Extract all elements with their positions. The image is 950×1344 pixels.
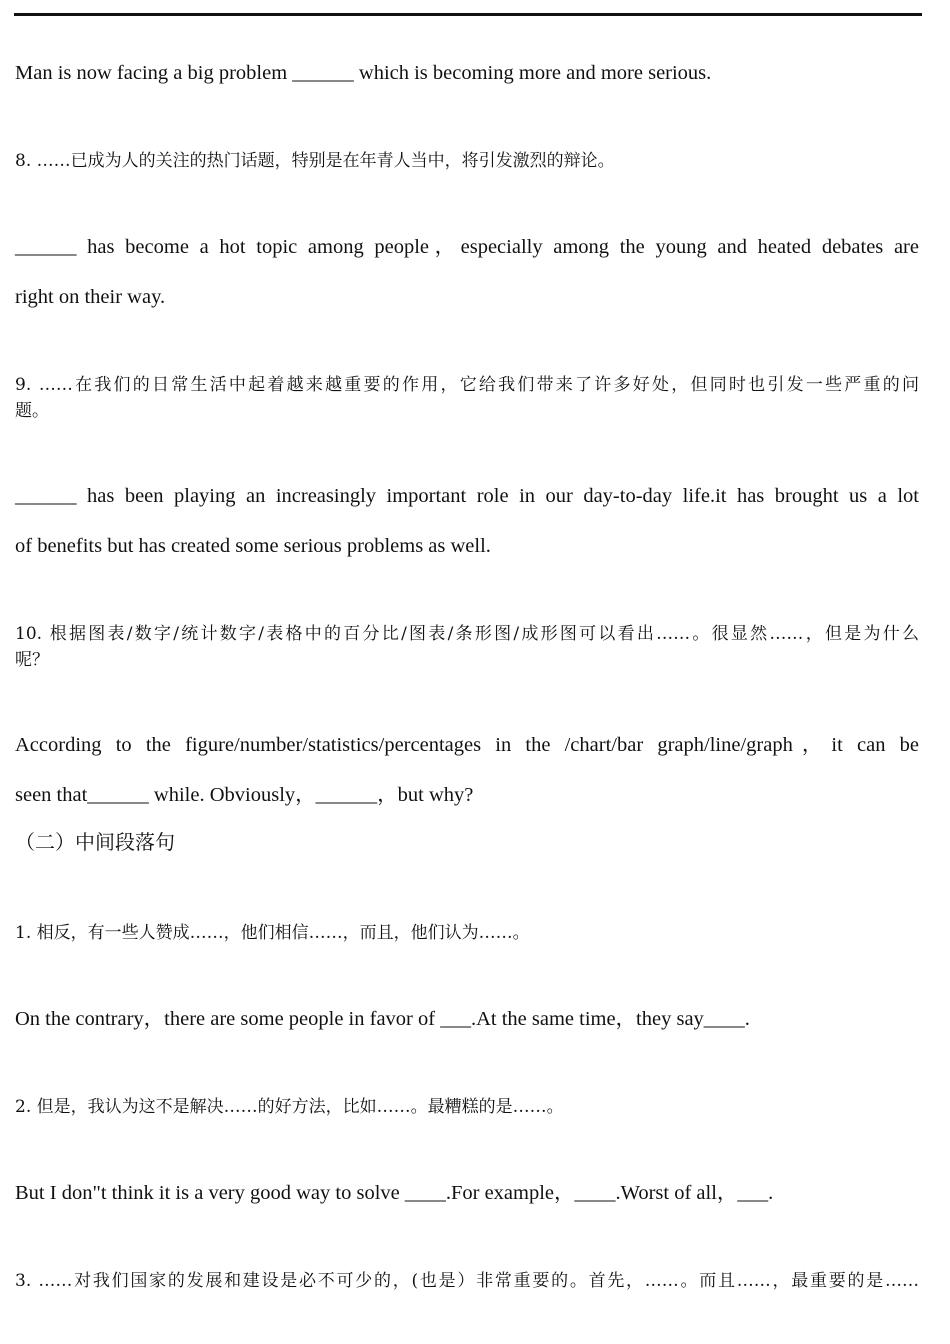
middle-item-2-chinese: 2. 但是，我认为这不是解决……的好方法，比如……。最糟糕的是……。 bbox=[15, 1097, 564, 1117]
top-rule bbox=[14, 13, 922, 16]
item-9-chinese-line-2: 题。 bbox=[15, 401, 49, 421]
item-10-chinese-line-2: 呢？ bbox=[15, 650, 49, 670]
middle-item-1-chinese: 1. 相反，有一些人赞成……，他们相信……，而且，他们认为……。 bbox=[15, 923, 530, 943]
item-10-english-line-2: seen that______ while. Obviously，______，but why? bbox=[15, 784, 474, 806]
item-9-english-line-2: of benefits but has created some serious problems as well. bbox=[15, 535, 491, 557]
middle-item-2-english: But I don"t think it is a very good way to solve ____.For example，____.Worst of all，___. bbox=[15, 1182, 774, 1204]
middle-item-1-english: On the contrary，there are some people in favor of ___.At the same time，they say____. bbox=[15, 1008, 750, 1030]
sentence-english: Man is now facing a big problem ______ which is becoming more and more serious. bbox=[15, 62, 712, 84]
middle-item-3-chinese: 3. ……对我们国家的发展和建设是必不可少的，(也是）非常重要的。首先，……。而且……，最重要的是…… bbox=[15, 1271, 919, 1291]
item-10-chinese-line-1: 10. 根据图表/数字/统计数字/表格中的百分比/图表/条形图/成形图可以看出……。很显然……，但是为什么 bbox=[15, 624, 919, 644]
item-8-english-line-2: right on their way. bbox=[15, 286, 166, 308]
item-9-english-line-1: ______ has been playing an increasingly important role in our day-to-day life.it has brought us a lot bbox=[15, 485, 919, 507]
item-8-english-line-1: ______ has become a hot topic among people，especially among the young and heated debates are bbox=[15, 236, 919, 258]
item-8-chinese: 8. ……已成为人的关注的热门话题，特别是在年青人当中，将引发激烈的辩论。 bbox=[15, 151, 615, 171]
item-9-chinese-line-1: 9. ……在我们的日常生活中起着越来越重要的作用，它给我们带来了许多好处，但同时也引发一些严重的问 bbox=[15, 375, 919, 395]
item-10-english-line-1: According to the figure/number/statistics/percentages in the /chart/bar graph/line/graph，it can be bbox=[15, 734, 919, 756]
section-heading: （二）中间段落句 bbox=[15, 830, 175, 854]
